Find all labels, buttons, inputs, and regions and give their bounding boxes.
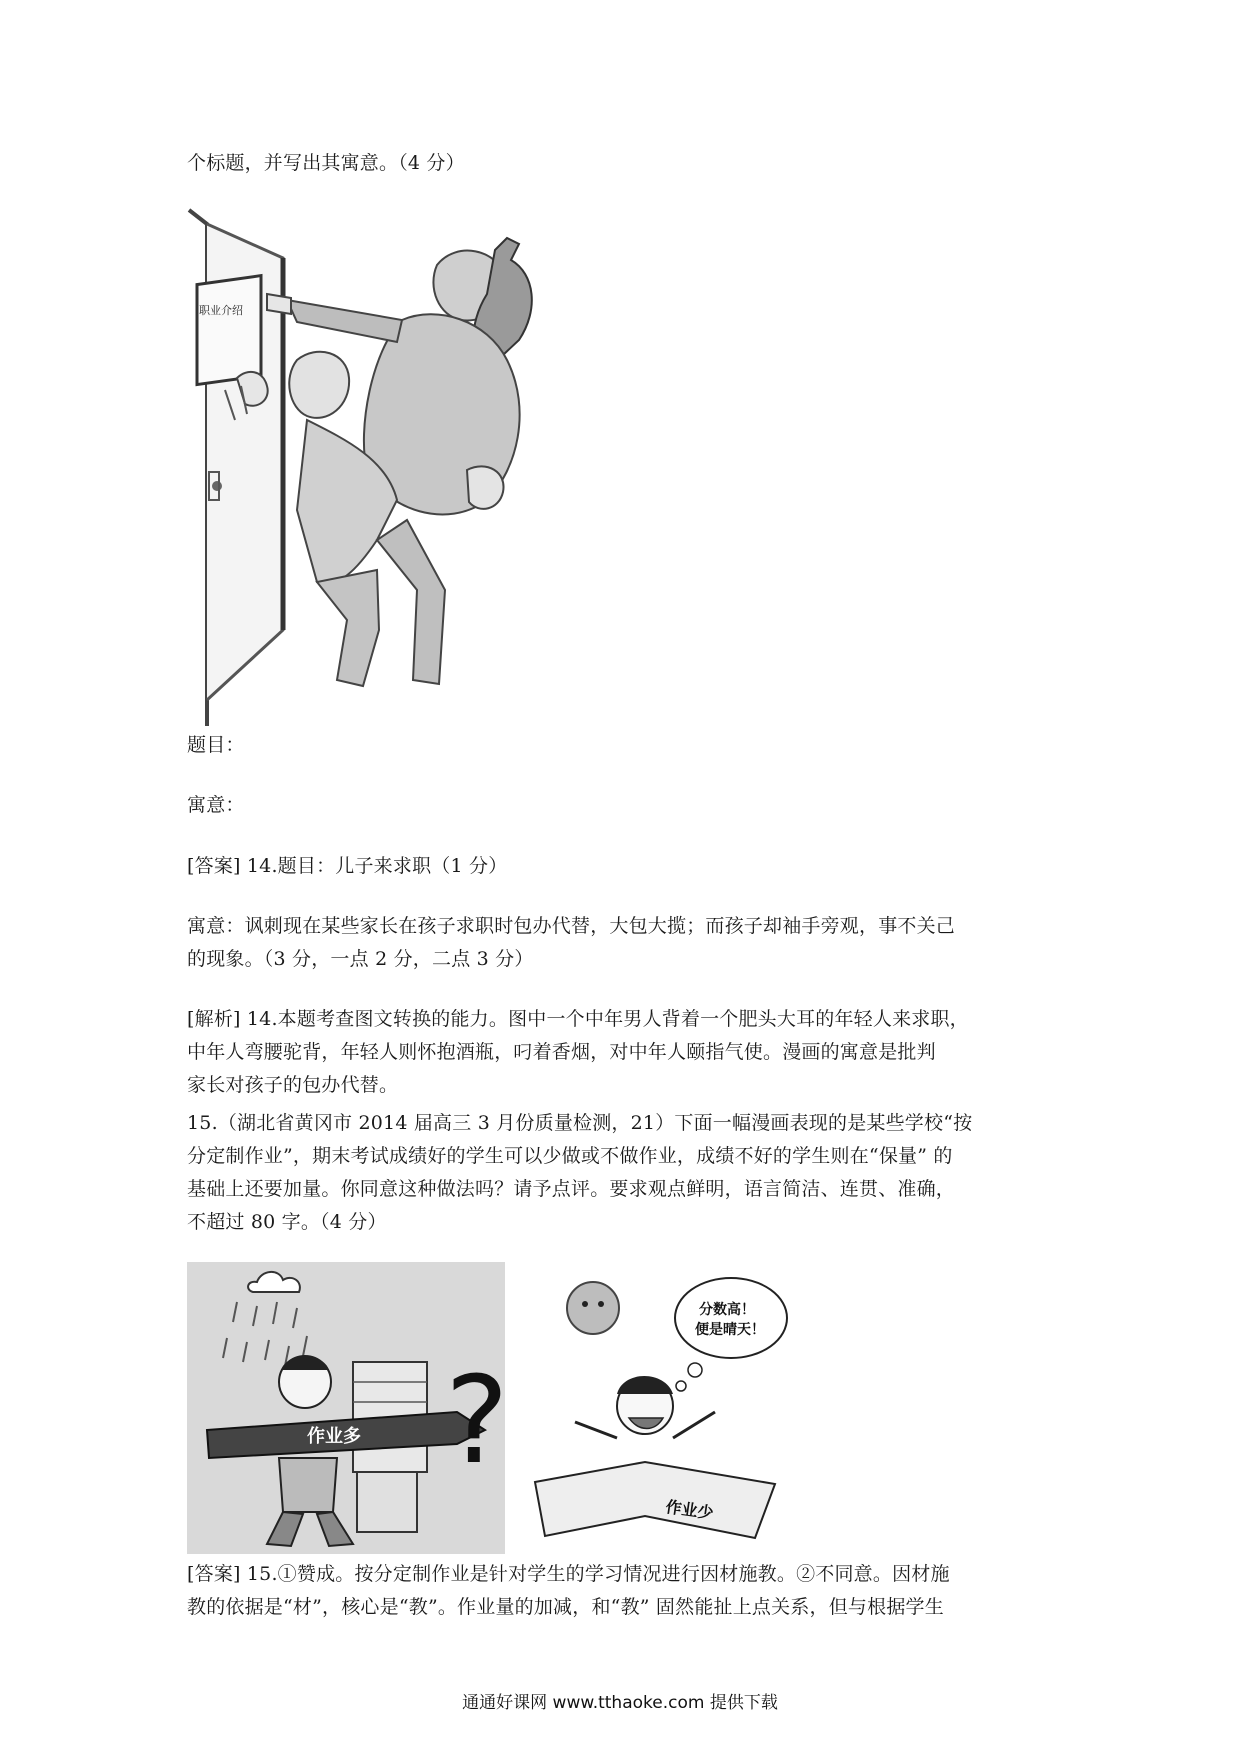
question15: 15.（湖北省黄冈市 2014 届高三 3 月份质量检测，21）下面一幅漫画表现的是某些学校“按 分定制作业”，期末考试成绩好的学生可以少做或不做作业，成绩不好的学生则在“保量” 的 基础上还要加量。你同意这种做法吗？请予点评。要求观点鲜明，语言简洁、连贯、准确， 不超过 80 字。（4 分）	[187, 1112, 973, 1233]
light-homework-label: 作业少	[664, 1497, 715, 1523]
cartoon-homework	[187, 1262, 807, 1554]
bubble-text-2: 便是晴天！	[695, 1322, 765, 1338]
page-footer: 通通好课网 www.tthaoke.com 提供下载	[462, 1693, 778, 1713]
svg-text:?: ?	[445, 1352, 509, 1491]
meaning-blank: 寓意：	[187, 794, 245, 816]
bubble-text-1: 分数高！	[699, 1302, 755, 1318]
answer15: [答案] 15.①赞成。按分定制作业是针对学生的学习情况进行因材施教。②不同意。因材施 教的依据是“材”，核心是“教”。作业量的加减，和“教” 固然能扯上点关系，但与根据学生	[187, 1563, 950, 1618]
analysis14: [解析] 14.本题考查图文转换的能力。图中一个中年男人背着一个肥头大耳的年轻人来求职， 中年人弯腰驼背，年轻人则怀抱酒瓶，叼着香烟，对中年人颐指气使。漫画的寓意是批判 家长对孩子的包办代替。	[187, 1008, 969, 1096]
question13-tail: 个标题，并写出其寓意。（4 分）	[187, 152, 465, 174]
cartoon-job-seeking-drawing	[187, 210, 597, 726]
sign-text: 职业介绍	[199, 304, 243, 317]
heavy-homework-label: 作业多	[307, 1426, 361, 1447]
cartoon-right-panel	[445, 1262, 807, 1554]
answer14-meaning: 寓意：讽刺现在某些家长在孩子求职时包办代替，大包大揽；而孩子却袖手旁观，事不关己 的现象。（3 分，一点 2 分，二点 3 分）	[187, 915, 956, 970]
cartoon-job-seeking	[187, 210, 597, 726]
title-blank: 题目：	[187, 734, 245, 756]
answer14-title: [答案] 14.题目：儿子来求职（1 分）	[187, 855, 508, 877]
